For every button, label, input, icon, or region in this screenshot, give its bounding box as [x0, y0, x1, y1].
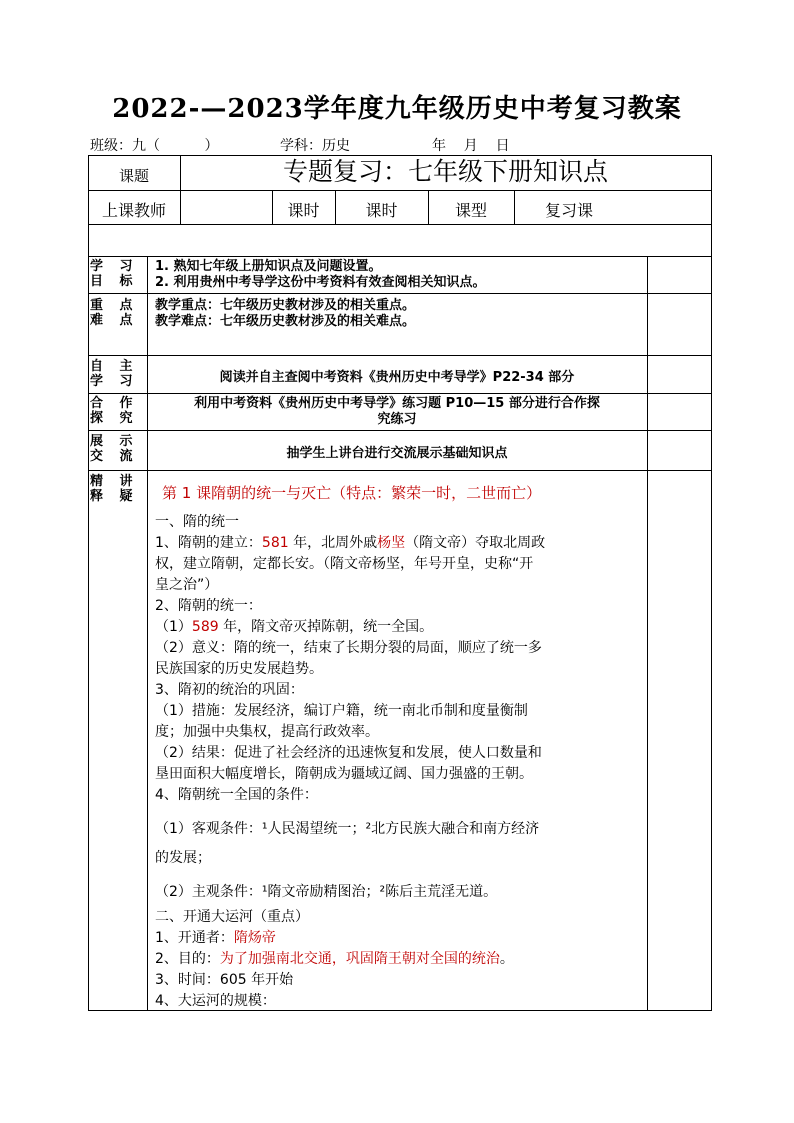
goal-line: 2. 利用贵州中考导学这份中考资料有效查阅相关知识点。	[155, 275, 486, 290]
self-study-content: 阅读并自主查阅中考资料《贵州历史中考导学》P22-34 部分	[219, 370, 575, 385]
type-label: 课型	[454, 201, 487, 220]
document-title: 2022-—2023学年度九年级历史中考复习教案	[112, 94, 682, 124]
section-title: 一、隋的统一	[155, 514, 239, 530]
key-points-content	[155, 298, 415, 330]
content-line: （1）客观条件：¹人民渴望统一；²北方民族大融合和南方经济	[155, 821, 540, 837]
key-point-line: 教学难点：七年级历史教材涉及的相关难点。	[155, 314, 416, 329]
conditions-content	[155, 815, 645, 907]
content-line: 3、隋初的统治的巩固：	[155, 682, 304, 698]
key-point-line: 教学重点：七年级历史教材涉及的相关重点。	[155, 298, 416, 313]
content-line: 权，建立隋朝，定都长安。（隋文帝杨坚，年号开皇，史称“开	[155, 556, 534, 572]
class-label: 班级：九（ ）	[90, 138, 219, 154]
type-value: 复习课	[544, 201, 593, 220]
goals-label: 学 习 目 标	[90, 259, 139, 289]
content-line: 民族国家的历史发展趋势。	[155, 661, 323, 677]
content-line: 2、目的：为了加强南北交通，巩固隋王朝对全国的统治。	[155, 951, 514, 967]
section-title: 二、开通大运河（重点）	[155, 909, 309, 925]
content-line: 3、时间：605 年开始	[155, 972, 294, 988]
lecture-label: 精 讲 释 疑	[90, 474, 139, 504]
canal-content	[155, 907, 645, 1012]
content-line: 4、大运河的规模：	[155, 993, 276, 1009]
content-line: 垦田面积大幅度增长，隋朝成为疆域辽阔、国力强盛的王朝。	[155, 766, 533, 782]
subject-label: 学科：历史	[280, 138, 350, 154]
lecture-content	[155, 512, 645, 806]
presentation-content: 抽学生上讲台进行交流展示基础知识点	[286, 446, 508, 461]
teacher-label: 上课教师	[101, 201, 166, 220]
goal-line: 1. 熟知七年级上册知识点及问题设置。	[155, 259, 382, 274]
period-label-1: 课时	[287, 201, 320, 220]
topic-label: 课题	[118, 167, 149, 185]
self-study-label: 自 主 学 习	[90, 359, 139, 389]
content-line: 的发展；	[155, 850, 211, 866]
date-label: 年 月 日	[432, 138, 510, 154]
content-line: 2、隋朝的统一：	[155, 598, 262, 614]
period-label-2: 课时	[365, 201, 398, 220]
topic-value: 专题复习：七年级下册知识点	[282, 157, 608, 186]
goals-content	[155, 259, 486, 291]
content-line: 1、隋朝的建立：581 年，北周外戚杨坚（隋文帝）夺取北周政	[155, 535, 546, 551]
content-line: 度；加强中央集权，提高行政效率。	[155, 724, 379, 740]
content-line: 1、开通者：隋炀帝	[155, 930, 276, 946]
cooperation-label: 合 作 探 究	[90, 396, 139, 426]
content-line: （2）结果：促进了社会经济的迅速恢复和发展，使人口数量和	[155, 745, 542, 761]
presentation-label: 展 示 交 流	[90, 434, 139, 464]
lesson-heading: 第 1 课隋朝的统一与灭亡（特点：繁荣一时，二世而亡）	[162, 484, 542, 502]
content-line: 4、隋朝统一全国的条件：	[155, 787, 318, 803]
content-line: （1）589 年，隋文帝灭掉陈朝，统一全国。	[155, 619, 434, 635]
content-line: 皇之治”）	[155, 577, 219, 593]
content-line: （1）措施：发展经济，编订户籍，统一南北币制和度量衡制	[155, 703, 528, 719]
key-points-label: 重 点 难 点	[90, 298, 139, 328]
content-line: （2）意义：隋的统一，结束了长期分裂的局面，顺应了统一多	[155, 640, 542, 656]
cooperation-content: 利用中考资料《贵州历史中考导学》练习题 P10—15 部分进行合作探 究练习	[194, 396, 600, 427]
content-line: （2）主观条件：¹隋文帝励精图治；²陈后主荒淫无道。	[155, 884, 498, 900]
